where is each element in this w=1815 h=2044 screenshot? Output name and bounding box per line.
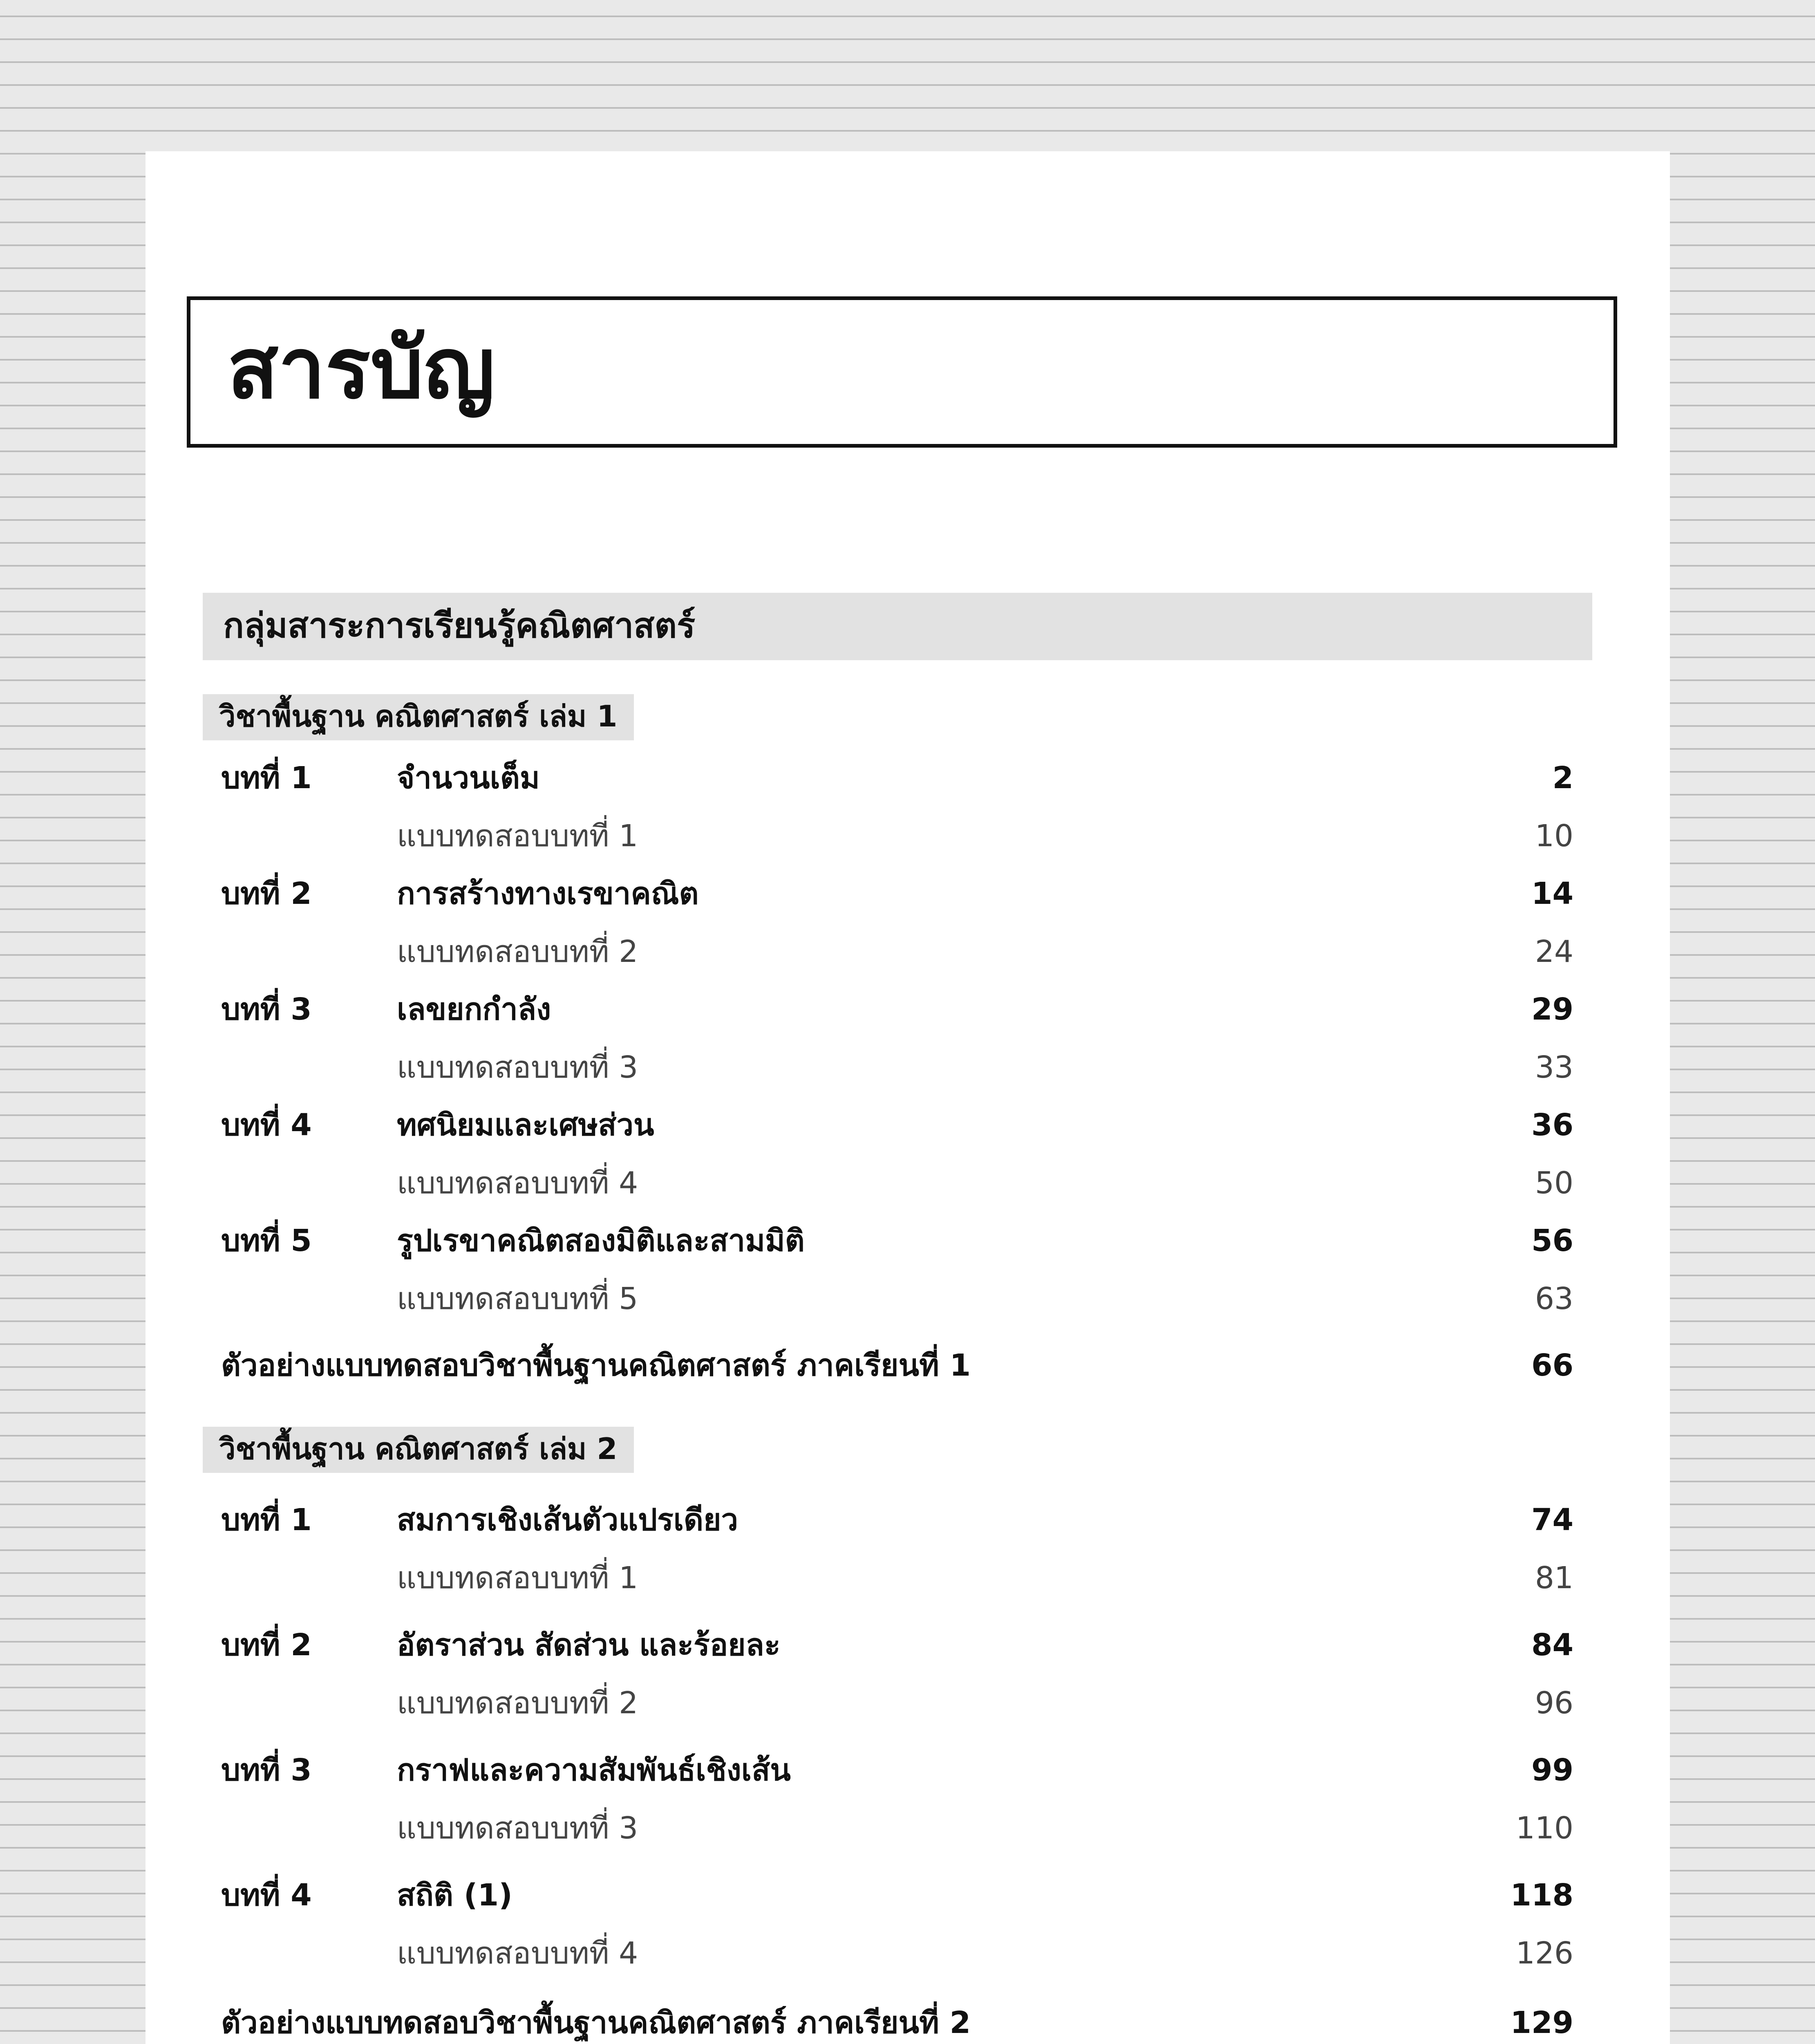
entry-title: แบบทดสอบบทที่ 5 <box>397 1281 638 1316</box>
toc-entry[interactable] <box>145 1105 1670 1150</box>
page-number: 99 <box>1531 1753 1573 1788</box>
chapter-label: บทที่ 4 <box>221 1107 312 1143</box>
page-number: 56 <box>1531 1223 1573 1258</box>
chapter-label: บทที่ 2 <box>221 1627 312 1663</box>
page-number: 50 <box>1535 1165 1573 1201</box>
toc-entry-sample-test[interactable] <box>145 2003 1670 2044</box>
toc-entry-exercise[interactable] <box>145 1279 1670 1324</box>
page-number: 74 <box>1531 1502 1573 1537</box>
page-title: สารบัญ <box>227 320 495 417</box>
toc-entry-exercise[interactable] <box>145 1163 1670 1208</box>
toc-entry[interactable] <box>145 874 1670 919</box>
page-number: 63 <box>1535 1281 1573 1316</box>
entry-title: การสร้างทางเรขาคณิต <box>397 876 699 911</box>
entry-title: ทศนิยมและเศษส่วน <box>397 1107 654 1143</box>
group-header-math <box>203 593 1592 660</box>
entry-title: สถิติ (1) <box>397 1878 512 1913</box>
entry-title: แบบทดสอบบทที่ 4 <box>397 1936 638 1971</box>
chapter-label: บทที่ 3 <box>221 1753 312 1788</box>
group-title: กลุ่มสาระการเรียนรู้คณิตศาสตร์ <box>223 605 696 645</box>
entry-title: แบบทดสอบบทที่ 2 <box>397 1685 638 1721</box>
subsection-title: วิชาพื้นฐาน คณิตศาสตร์ เล่ม 2 <box>219 1432 618 1466</box>
subsection-header-book2 <box>203 1427 634 1473</box>
toc-entry-exercise[interactable] <box>145 1048 1670 1093</box>
toc-entry-sample-test[interactable] <box>145 1346 1670 1391</box>
entry-title: แบบทดสอบบทที่ 1 <box>397 818 638 854</box>
chapter-label: บทที่ 4 <box>221 1878 312 1913</box>
chapter-label: บทที่ 3 <box>221 992 312 1027</box>
page-number: 24 <box>1535 934 1573 969</box>
toc-entry[interactable] <box>145 1500 1670 1545</box>
toc-entry[interactable] <box>145 1625 1670 1670</box>
page-number: 33 <box>1535 1050 1573 1085</box>
toc-entry[interactable] <box>145 1221 1670 1266</box>
entry-title: ตัวอย่างแบบทดสอบวิชาพื้นฐานคณิตศาสตร์ ภาคเรียนที่ 2 <box>221 2005 971 2040</box>
chapter-label: บทที่ 5 <box>221 1223 312 1258</box>
toc-entry[interactable] <box>145 1876 1670 1921</box>
toc-page <box>145 151 1670 2044</box>
entry-title: อัตราส่วน สัดส่วน และร้อยละ <box>397 1627 781 1663</box>
page-number: 96 <box>1535 1685 1573 1721</box>
chapter-label: บทที่ 1 <box>221 760 312 796</box>
toc-entry-exercise[interactable] <box>145 816 1670 861</box>
entry-title: เลขยกกำลัง <box>397 992 551 1027</box>
entry-title: ตัวอย่างแบบทดสอบวิชาพื้นฐานคณิตศาสตร์ ภาคเรียนที่ 1 <box>221 1348 971 1383</box>
page-number: 36 <box>1531 1107 1573 1143</box>
toc-entry-exercise[interactable] <box>145 1809 1670 1853</box>
entry-title: กราฟและความสัมพันธ์เชิงเส้น <box>397 1753 791 1788</box>
page-number: 84 <box>1531 1627 1573 1663</box>
chapter-label: บทที่ 1 <box>221 1502 312 1537</box>
page-number: 2 <box>1552 760 1573 796</box>
page-number: 66 <box>1531 1348 1573 1383</box>
toc-entry[interactable] <box>145 1750 1670 1795</box>
entry-title: แบบทดสอบบทที่ 4 <box>397 1165 638 1201</box>
toc-entry[interactable] <box>145 990 1670 1035</box>
entry-title: แบบทดสอบบทที่ 2 <box>397 934 638 969</box>
toc-entry[interactable] <box>145 758 1670 803</box>
entry-title: แบบทดสอบบทที่ 3 <box>397 1050 638 1085</box>
page-number: 29 <box>1531 992 1573 1027</box>
entry-title: จำนวนเต็ม <box>397 760 540 796</box>
toc-entry-exercise[interactable] <box>145 1683 1670 1728</box>
toc-entry-exercise[interactable] <box>145 1934 1670 1979</box>
page-number: 118 <box>1510 1878 1573 1913</box>
page-number: 129 <box>1510 2005 1573 2040</box>
entry-title: รูปเรขาคณิตสองมิติและสามมิติ <box>397 1223 805 1258</box>
entry-title: แบบทดสอบบทที่ 1 <box>397 1560 638 1596</box>
toc-entry-exercise[interactable] <box>145 932 1670 977</box>
page-number: 10 <box>1535 818 1573 854</box>
page-number: 14 <box>1531 876 1573 911</box>
page-number: 110 <box>1515 1811 1573 1846</box>
chapter-label: บทที่ 2 <box>221 876 312 911</box>
entry-title: แบบทดสอบบทที่ 3 <box>397 1811 638 1846</box>
page-number: 81 <box>1535 1560 1573 1596</box>
page-number: 126 <box>1515 1936 1573 1971</box>
subsection-header-book1 <box>203 694 634 740</box>
subsection-title: วิชาพื้นฐาน คณิตศาสตร์ เล่ม 1 <box>219 699 618 733</box>
title-box <box>187 296 1617 448</box>
toc-entry-exercise[interactable] <box>145 1558 1670 1603</box>
entry-title: สมการเชิงเส้นตัวแปรเดียว <box>397 1502 739 1537</box>
